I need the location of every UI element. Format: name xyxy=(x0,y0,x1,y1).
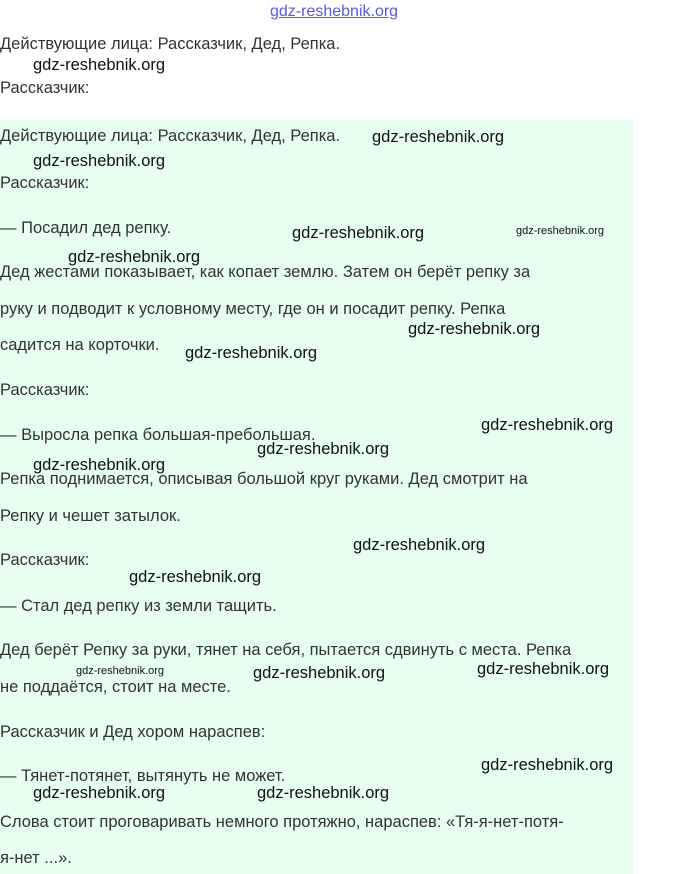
watermark: gdz-reshebnik.org xyxy=(253,664,386,682)
watermark: gdz-reshebnik.org xyxy=(481,756,614,774)
script-line: руку и подводит к условному месту, где он и посадит репку. Репка xyxy=(0,300,506,318)
watermark: gdz-reshebnik.org xyxy=(372,128,505,146)
script-line: — Стал дед репку из земли тащить. xyxy=(0,597,277,615)
script-line: — Выросла репка большая-пребольшая. xyxy=(0,426,316,444)
script-line: Репку и чешет затылок. xyxy=(0,507,181,525)
script-line: Рассказчик и Дед хором нараспев: xyxy=(0,723,266,741)
script-line: я-нет ...». xyxy=(0,849,72,867)
watermark: gdz-reshebnik.org xyxy=(33,56,166,74)
watermark: gdz-reshebnik.org xyxy=(68,248,201,266)
script-line: Слова стоит проговаривать немного протяжно, нараспев: «Тя-я-нет-потя- xyxy=(0,813,564,831)
script-line: Репка поднимается, описывая большой круг руками. Дед смотрит на xyxy=(0,470,528,488)
script-line: Рассказчик: xyxy=(0,381,90,399)
watermark: gdz-reshebnik.org xyxy=(33,456,166,474)
watermark: gdz-reshebnik.org xyxy=(257,784,390,802)
watermark: gdz-reshebnik.org xyxy=(257,440,390,458)
watermark: gdz-reshebnik.org xyxy=(477,660,610,678)
watermark: gdz-reshebnik.org xyxy=(129,568,262,586)
script-line: Рассказчик: xyxy=(0,551,90,569)
script-line: не поддаётся, стоит на месте. xyxy=(0,678,231,696)
watermark: gdz-reshebnik.org xyxy=(353,536,486,554)
script-line: — Посадил дед репку. xyxy=(0,219,172,237)
watermark: gdz-reshebnik.org xyxy=(185,344,318,362)
watermark: gdz-reshebnik.org xyxy=(481,416,614,434)
script-line: Действующие лица: Рассказчик, Дед, Репка. xyxy=(0,127,341,145)
intro-cast: Действующие лица: Рассказчик, Дед, Репка. xyxy=(0,35,341,53)
script-line: Рассказчик: xyxy=(0,174,90,192)
watermark-header[interactable]: gdz-reshebnik.org xyxy=(270,3,399,20)
script-line: — Тянет-потянет, вытянуть не может. xyxy=(0,767,286,785)
watermark: gdz-reshebnik.org xyxy=(76,665,165,677)
watermark: gdz-reshebnik.org xyxy=(33,152,166,170)
intro-narrator: Рассказчик: xyxy=(0,79,90,97)
script-line: Дед жестами показывает, как копает землю. Затем он берёт репку за xyxy=(0,263,531,281)
watermark: gdz-reshebnik.org xyxy=(408,320,541,338)
watermark: gdz-reshebnik.org xyxy=(33,784,166,802)
watermark: gdz-reshebnik.org xyxy=(516,225,605,237)
script-line: садится на корточки. xyxy=(0,336,160,354)
watermark: gdz-reshebnik.org xyxy=(292,224,425,242)
script-line: Дед берёт Репку за руки, тянет на себя, пытается сдвинуть с места. Репка xyxy=(0,641,572,659)
